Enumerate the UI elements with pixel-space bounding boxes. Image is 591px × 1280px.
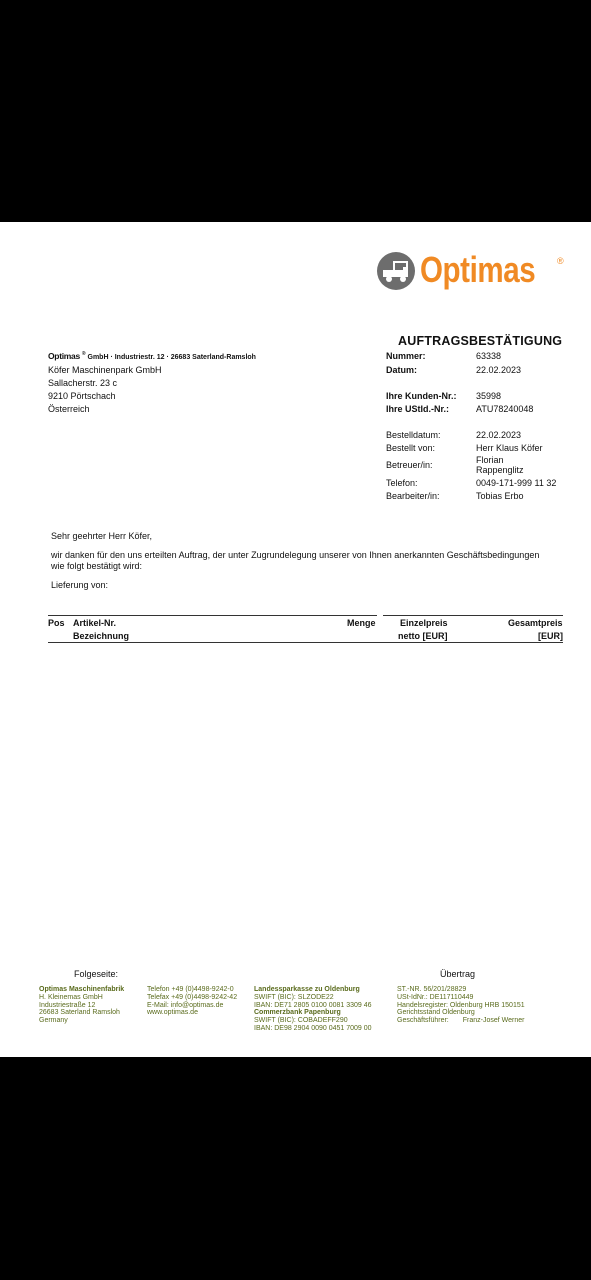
label-order-date: Bestelldatum: <box>386 430 441 440</box>
footer-registry-line: Handelsregister: Oldenburg HRB 150151 <box>397 1001 525 1009</box>
col-pos: Pos <box>48 618 65 628</box>
footer-website[interactable]: www.optimas.de <box>147 1009 198 1017</box>
salutation: Sehr geehrter Herr Köfer, <box>51 531 153 541</box>
footer-registry-line: USt-IdNr.: DE117110449 <box>397 993 474 1001</box>
optimas-logo <box>376 250 566 294</box>
label-vat-id: Ihre UStId.-Nr.: <box>386 404 450 414</box>
recipient-address <box>48 364 162 416</box>
sender-brand: Optimas <box>48 351 80 361</box>
col-unit-price: Einzelpreis <box>400 618 448 628</box>
footer-registry <box>397 986 525 1025</box>
registered-mark: ® <box>557 256 564 266</box>
label-account-manager: Betreuer/in: <box>386 460 433 470</box>
value-date: 22.02.2023 <box>476 365 522 375</box>
recipient-line: Österreich <box>48 404 90 414</box>
value-number: 63338 <box>476 351 502 361</box>
label-date: Datum: <box>386 365 417 375</box>
footer-bank-line: IBAN: DE98 2904 0090 0451 7009 00 <box>254 1024 372 1032</box>
document-title: AUFTRAGSBESTÄTIGUNG <box>398 334 563 348</box>
footer-company-line: Germany <box>39 1017 68 1025</box>
sender-address: GmbH · Industriestr. 12 · 26683 Saterland-Ramsloh <box>85 354 256 361</box>
recipient-line: 9210 Pörtschach <box>48 391 116 401</box>
value-processor: Tobias Erbo <box>476 491 524 501</box>
table-top-rule-left <box>48 615 377 616</box>
value-phone: 0049-171-999 11 32 <box>476 478 557 488</box>
intro-line-1: wir danken für den uns erteilten Auftrag, der unter Zugrundelegung unserer von Ihnen anerkannten Geschäftsbedingungen <box>51 550 540 560</box>
footer-bank-name: Landessparkasse zu Oldenburg <box>254 986 360 993</box>
label-number: Nummer: <box>386 351 426 361</box>
label-customer-number: Ihre Kunden-Nr.: <box>386 391 457 401</box>
col-total-price-unit: [EUR] <box>538 631 563 641</box>
optimas-logo-text: Optimas <box>420 249 536 290</box>
footer-registry-line: ST.-NR. 56/201/28829 <box>397 986 467 993</box>
recipient-line: Sallacherstr. 23 c <box>48 378 118 388</box>
footer-registry-line <box>397 1017 525 1025</box>
value-order-date: 22.02.2023 <box>476 430 522 440</box>
label-phone: Telefon: <box>386 478 418 488</box>
value-ordered-by: Herr Klaus Köfer <box>476 443 543 453</box>
footer-company-line: Industriestraße 12 <box>39 1001 96 1009</box>
label-processor: Bearbeiter/in: <box>386 491 440 501</box>
footer-contact <box>147 986 237 1017</box>
footer-phone: Telefon +49 (0)4498-9242-0 <box>147 986 234 993</box>
col-description: Bezeichnung <box>73 631 130 641</box>
recipient-line: Köfer Maschinenpark GmbH <box>48 365 162 375</box>
footer-company <box>39 986 124 1025</box>
col-article-number: Artikel-Nr. <box>73 618 117 628</box>
next-page-label: Folgeseite: <box>74 969 119 979</box>
carry-over-label: Übertrag <box>440 969 476 979</box>
footer-bank-line: IBAN: DE71 2805 0100 0081 3309 46 <box>254 1001 372 1009</box>
footer-bank-name: Commerzbank Papenburg <box>254 1009 341 1017</box>
footer-fax: Telefax +49 (0)4498-9242-42 <box>147 993 238 1001</box>
footer-ceo-label: Geschäftsführer: <box>397 1017 449 1025</box>
col-unit-price-net: netto [EUR] <box>398 631 448 641</box>
footer-company-line: 26683 Saterland Ramsloh <box>39 1009 120 1017</box>
value-vat-id: ATU78240048 <box>476 404 534 414</box>
table-top-rule-right <box>383 615 563 616</box>
value-customer-number: 35998 <box>476 391 502 401</box>
footer-company-name: Optimas Maschinenfabrik <box>39 986 125 993</box>
account-manager-last: Rappenglitz <box>476 465 524 475</box>
col-total-price: Gesamtpreis <box>508 618 563 628</box>
col-quantity: Menge <box>347 618 376 628</box>
footer-registry-line: Gerichtsstand Oldenburg <box>397 1009 475 1017</box>
intro-line-2: wie folgt bestätigt wird: <box>51 561 143 571</box>
optimas-logo-mark <box>376 251 416 291</box>
table-bottom-rule <box>48 642 563 643</box>
footer-bank <box>254 986 372 1033</box>
value-account-manager <box>476 455 524 475</box>
delivery-label: Lieferung von: <box>51 580 109 590</box>
footer-email[interactable]: E-Mail: info@optimas.de <box>147 1001 224 1009</box>
footer-ceo-name: Franz-Josef Werner <box>462 1017 525 1025</box>
footer-company-line: H. Kleinemas GmbH <box>39 993 103 1001</box>
account-manager-first: Florian <box>476 455 504 465</box>
footer-bank-line: SWIFT (BIC): COBADEFF290 <box>254 1017 348 1025</box>
sender-line <box>48 351 256 361</box>
sender-reg: ® <box>81 351 86 357</box>
label-ordered-by: Bestellt von: <box>386 443 436 453</box>
footer-bank-line: SWIFT (BIC): SLZODE22 <box>254 993 334 1001</box>
